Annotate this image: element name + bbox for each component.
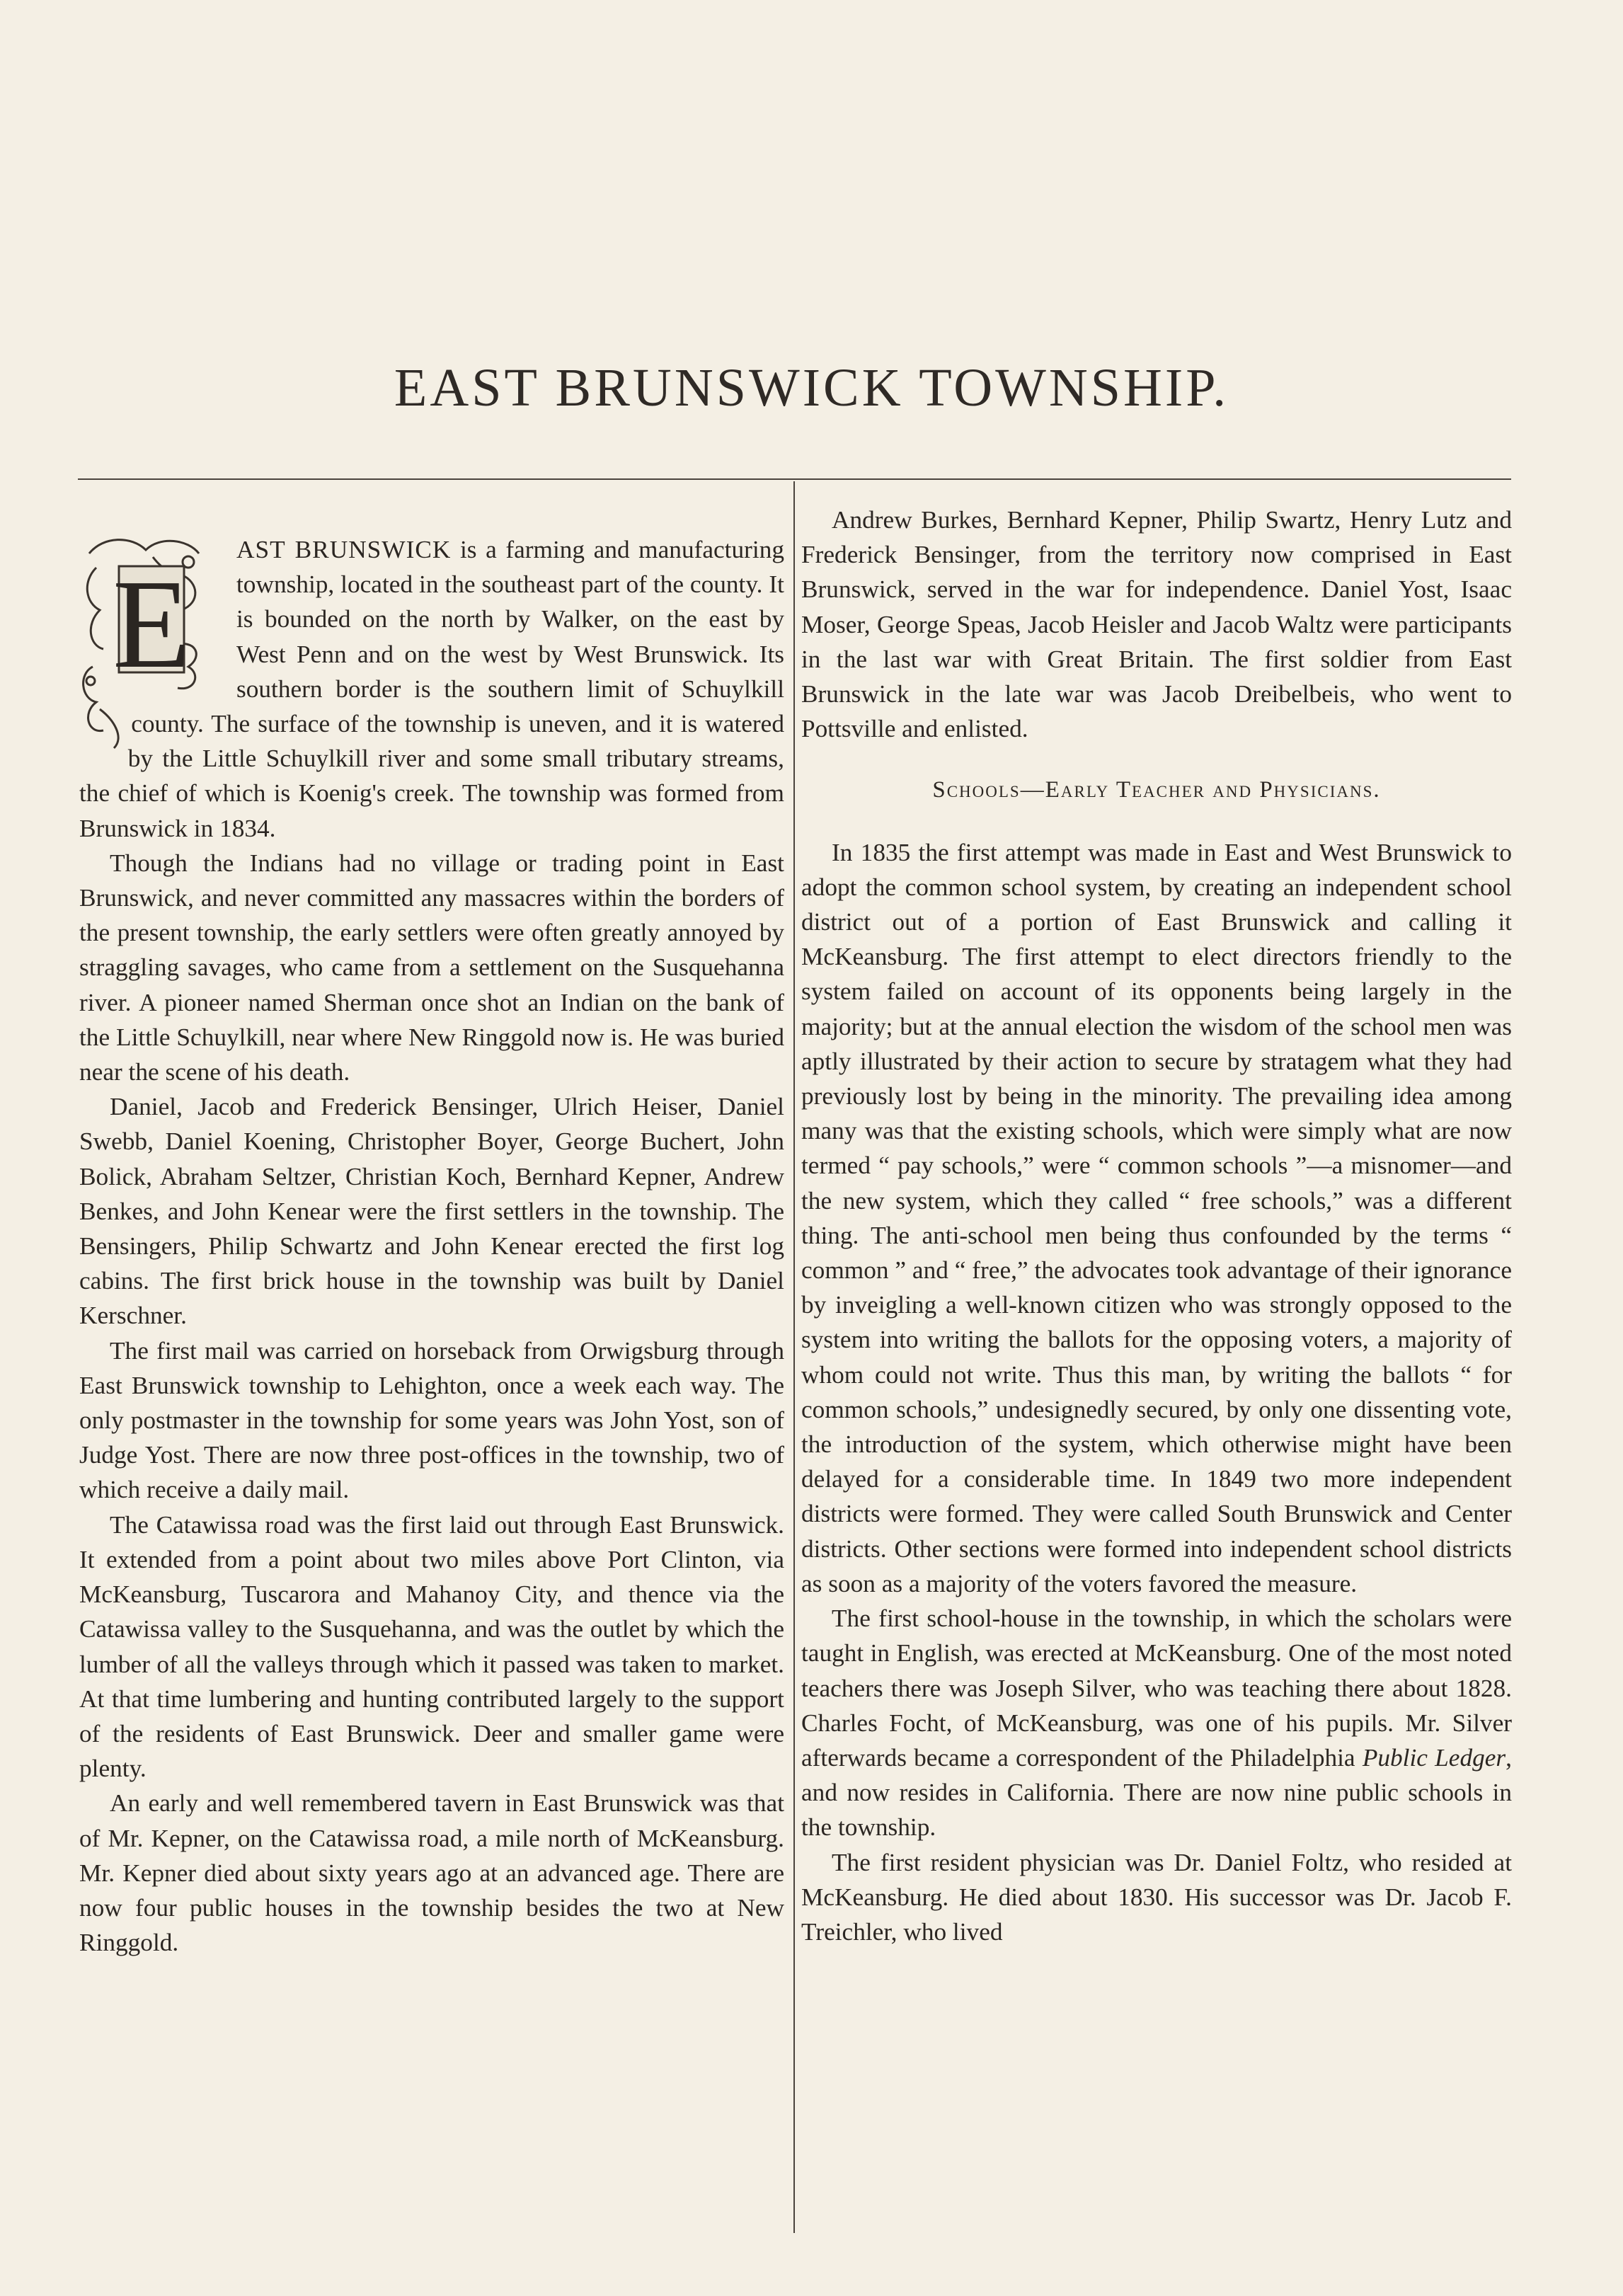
paragraph: The first resident physician was Dr. Daniel Foltz, who resided at McKeansburg. He died about 1830. His successor was Dr. Jacob F. Treichler, who lived <box>801 1848 1512 1946</box>
lead-words: AST BRUNSWICK <box>236 536 452 563</box>
right-column <box>801 503 1512 1949</box>
paragraph-text: , and now resides in California. There are now nine public schools in the township. <box>801 1743 1512 1842</box>
paragraph: The first mail was carried on horseback from Orwigsburg through East Brunswick township to Lehighton, once a week each way. The only postmaster in the township for some years was John Yost, son of Judge Yost. There are now three post-offices in the township, two of which receive a daily mail. <box>79 1336 784 1504</box>
header-rule <box>78 478 1511 480</box>
paragraph-text: The first school-house in the township, in which the scholars were taught in English, was erected at McKeansburg. One of the most noted teachers there was Joseph Silver, who was teaching there about 1828. Charles Focht, of McKeansburg, was one of his pupils. Mr. Silver afterwards became a correspondent of the Philadelphia <box>801 1605 1512 1772</box>
page-title: EAST BRUNSWICK TOWNSHIP. <box>394 358 1229 418</box>
drop-cap-letter: E <box>113 553 190 694</box>
drop-cap-ornament-icon <box>75 532 207 752</box>
ornamental-drop-cap <box>75 532 222 757</box>
newspaper-title: Public Ledger <box>1362 1743 1506 1772</box>
paragraph: In 1835 the first attempt was made in East and West Brunswick to adopt the common school system, by creating an independent school district out of a portion of East Brunswick and calling it McKeansburg. The first attempt to elect directors friendly to the system failed on account of its opponents being largely in the majority; but at the annual election the wisdom of the school men was aptly illustrated by their action to secure by stratagem what they had previously lost by being in the minority. The prevailing idea among many was that the existing schools, which were simply what are now termed “ pay schools,” were “ common schools ”—a misnomer—and the new system, which they called “ free schools,” was a different thing. The anti-school men being thus confounded by the terms “ common ” and “ free,” the advocates took advantage of their ignorance by inveigling a well-known citizen who was strongly opposed to the system into writing the ballots for the opposing voters, a majority of whom could not write. Thus this man, by writing the ballots “ for common schools,” undesignedly secured, by only one dissenting vote, the introduction of the system, which otherwise might have been delayed for a considerable time. In 1849 two more independent districts were formed. They were called South Brunswick and Center districts. Other sections were formed into independent school districts as soon as a majority of the voters favored the measure. <box>801 838 1512 1597</box>
paragraph: An early and well remembered tavern in East Brunswick was that of Mr. Kepner, on the Catawissa road, a mile north of McKeansburg. Mr. Kepner died about sixty years ago at an advanced age. There are now four public houses in the township besides the two at New Ringgold. <box>79 1789 784 1957</box>
column-divider <box>793 481 795 2233</box>
paragraph: Andrew Burkes, Bernhard Kepner, Philip Swartz, Henry Lutz and Frederick Bensinger, from the territory now comprised in East Brunswick, served in the war for independence. Daniel Yost, Isaac Moser, George Speas, Jacob Heisler and Jacob Waltz were participants in the last war with Great Britain. The first soldier from East Brunswick in the late war was Jacob Dreibelbeis, who went to Pottsville and enlisted. <box>801 506 1512 743</box>
left-column <box>79 532 784 1960</box>
paragraph-text: is a farming and manufacturing township, located in the southeast part of the county. It is bounded on the north by Walker, on the east by West Penn and on the west by West Brunswick. Its southern border is the southern limit of Schuylkill county. The surface of the township is uneven, and it is watered by the Little Schuylkill river and some small tributary streams, the chief of which is Koenig's creek. The township was formed from Brunswick in 1834. <box>79 536 784 842</box>
section-heading: Schools—Early Teacher and Physicians. <box>932 777 1381 803</box>
paragraph: Though the Indians had no village or trading point in East Brunswick, and never committed any massacres within the borders of the present township, the early settlers were often greatly annoyed by straggling savages, who came from a settlement on the Susquehanna river. A pioneer named Sherman once shot an Indian on the bank of the Little Schuylkill, near where New Ringgold now is. He was buried near the scene of his death. <box>79 849 784 1086</box>
paragraph <box>801 1601 1512 1844</box>
paragraph: The Catawissa road was the first laid out through East Brunswick. It extended from a point about two miles above Port Clinton, via McKeansburg, Tuscarora and Mahanoy City, and thence via the Catawissa valley to the Susquehanna, and was the outlet by which the lumber of all the valleys through which it passed was taken to market. At that time lumbering and hunting contributed largely to the support of the residents of East Brunswick. Deer and smaller game were plenty. <box>79 1510 784 1783</box>
paragraph: Daniel, Jacob and Frederick Bensinger, Ulrich Heiser, Daniel Swebb, Daniel Koening, Christopher Boyer, George Buchert, John Bolick, Abraham Seltzer, Christian Koch, Bernhard Kepner, Andrew Benkes, and John Kenear were the first settlers in the township. The Bensingers, Philip Schwartz and John Kenear erected the first log cabins. The first brick house in the township was built by Daniel Kerschner. <box>79 1093 784 1330</box>
